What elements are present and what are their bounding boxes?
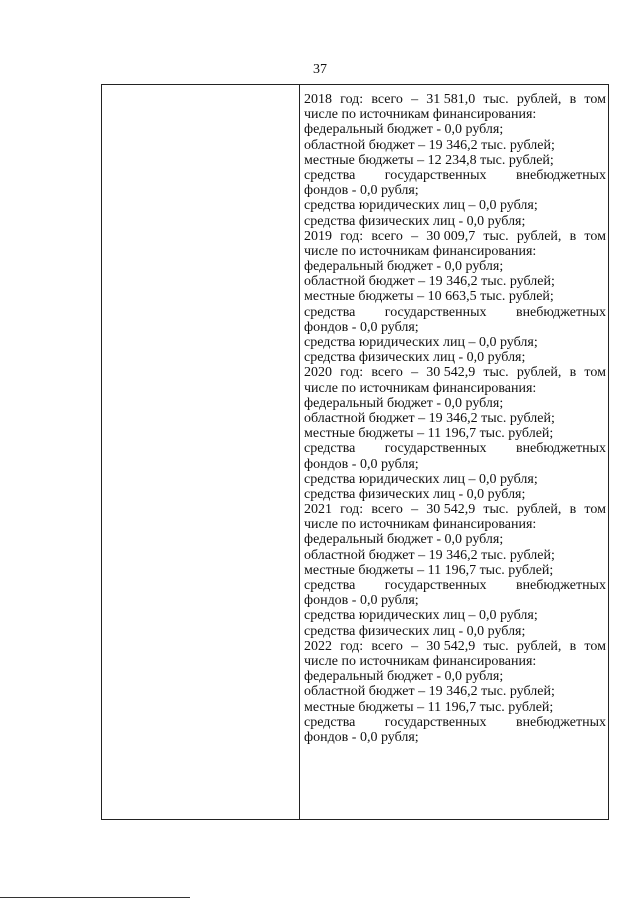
table-left-column: [102, 85, 300, 819]
word: средства: [304, 167, 356, 183]
footnote-separator: [0, 897, 190, 898]
word: рублей,: [516, 92, 562, 107]
state-funds-line: [304, 305, 606, 320]
year-total-line: [304, 229, 606, 244]
word: внебюджетных: [515, 714, 606, 730]
word: –: [411, 228, 419, 244]
word: год:: [340, 638, 364, 654]
local-budget-line: местные бюджеты – 11 196,7 тыс. рублей;: [304, 426, 554, 442]
federal-budget-line: федеральный бюджет - 0,0 рубля;: [304, 122, 504, 138]
word: 2019: [304, 228, 332, 244]
word: государственных: [384, 578, 487, 593]
word: внебюджетных: [515, 578, 606, 593]
word: в: [569, 502, 577, 518]
word: государственных: [384, 714, 487, 730]
year-intro-line: числе по источникам финансирования:: [304, 243, 537, 259]
word: рублей,: [516, 638, 562, 654]
word: 2022: [304, 638, 332, 654]
word: в: [569, 228, 577, 244]
year-total-line: [304, 365, 606, 380]
word: год:: [340, 502, 364, 518]
word: государственных: [384, 167, 487, 183]
word: год:: [340, 228, 364, 244]
local-budget-line: местные бюджеты – 11 196,7 тыс. рублей;: [304, 562, 554, 578]
word: средства: [304, 441, 356, 457]
word: год:: [340, 365, 364, 381]
year-total-line: [304, 92, 606, 107]
word: –: [411, 92, 419, 107]
word: в: [569, 92, 577, 107]
word: том: [584, 365, 606, 381]
word: 30 542,9: [426, 502, 476, 518]
word: тыс.: [483, 92, 509, 107]
state-funds-continuation-line: фондов - 0,0 рубля;: [304, 593, 419, 609]
word: том: [584, 638, 606, 654]
state-funds-continuation-line: фондов - 0,0 рубля;: [304, 319, 419, 335]
word: том: [584, 228, 606, 244]
word: рублей,: [516, 502, 562, 518]
federal-budget-line: федеральный бюджет - 0,0 рубля;: [304, 259, 504, 275]
local-budget-line: местные бюджеты – 12 234,8 тыс. рублей;: [304, 152, 554, 168]
word: 30 542,9: [426, 638, 476, 654]
state-funds-continuation-line: фондов - 0,0 рубля;: [304, 456, 419, 472]
word: тыс.: [483, 228, 509, 244]
word: внебюджетных: [515, 441, 606, 457]
word: средства: [304, 714, 356, 730]
word: всего: [371, 228, 403, 244]
state-funds-line: [304, 715, 606, 730]
word: в: [569, 638, 577, 654]
individuals-line: средства физических лиц - 0,0 рубля;: [304, 350, 526, 366]
individuals-line: средства физических лиц - 0,0 рубля;: [304, 486, 526, 502]
word: всего: [371, 502, 403, 518]
federal-budget-line: федеральный бюджет - 0,0 рубля;: [304, 669, 504, 685]
page-number: 37: [313, 62, 327, 77]
word: тыс.: [483, 365, 509, 381]
word: тыс.: [483, 502, 509, 518]
word: государственных: [384, 304, 487, 320]
word: том: [584, 502, 606, 518]
word: год:: [340, 92, 364, 107]
state-funds-line: [304, 441, 606, 456]
state-funds-line: [304, 168, 606, 183]
word: –: [411, 365, 419, 381]
local-budget-line: местные бюджеты – 10 663,5 тыс. рублей;: [304, 289, 554, 305]
regional-budget-line: областной бюджет – 19 346,2 тыс. рублей;: [304, 547, 555, 563]
word: 2018: [304, 92, 332, 107]
word: 30 009,7: [426, 228, 476, 244]
word: государственных: [384, 441, 487, 457]
word: –: [411, 638, 419, 654]
individuals-line: средства физических лиц - 0,0 рубля;: [304, 623, 526, 639]
word: средства: [304, 578, 356, 593]
word: 2021: [304, 502, 332, 518]
word: всего: [371, 638, 403, 654]
word: рублей,: [516, 228, 562, 244]
word: 2020: [304, 365, 332, 381]
word: всего: [371, 365, 403, 381]
regional-budget-line: областной бюджет – 19 346,2 тыс. рублей;: [304, 274, 555, 290]
table-right-column: [300, 85, 608, 819]
word: средства: [304, 304, 356, 320]
local-budget-line: местные бюджеты – 11 196,7 тыс. рублей;: [304, 699, 554, 715]
word: 30 542,9: [426, 365, 476, 381]
legal-entities-line: средства юридических лиц – 0,0 рубля;: [304, 471, 538, 487]
regional-budget-line: областной бюджет – 19 346,2 тыс. рублей;: [304, 684, 555, 700]
funding-table: [101, 84, 609, 820]
individuals-line: средства физических лиц - 0,0 рубля;: [304, 213, 526, 229]
legal-entities-line: средства юридических лиц – 0,0 рубля;: [304, 608, 538, 624]
year-total-line: [304, 639, 606, 654]
year-total-line: [304, 502, 606, 517]
word: том: [584, 92, 606, 107]
regional-budget-line: областной бюджет – 19 346,2 тыс. рублей;: [304, 410, 555, 426]
year-intro-line: числе по источникам финансирования:: [304, 380, 537, 396]
regional-budget-line: областной бюджет – 19 346,2 тыс. рублей;: [304, 137, 555, 153]
state-funds-continuation-line: фондов - 0,0 рубля;: [304, 183, 419, 199]
word: тыс.: [483, 638, 509, 654]
word: внебюджетных: [515, 304, 606, 320]
state-funds-continuation-line: фондов - 0,0 рубля;: [304, 729, 419, 745]
year-intro-line: числе по источникам финансирования:: [304, 653, 537, 669]
word: всего: [371, 92, 403, 107]
word: –: [411, 502, 419, 518]
year-intro-line: числе по источникам финансирования:: [304, 107, 537, 123]
word: внебюджетных: [515, 167, 606, 183]
word: рублей,: [516, 365, 562, 381]
legal-entities-line: средства юридических лиц – 0,0 рубля;: [304, 335, 538, 350]
federal-budget-line: федеральный бюджет - 0,0 рубля;: [304, 395, 504, 411]
legal-entities-line: средства юридических лиц – 0,0 рубля;: [304, 198, 538, 214]
word: в: [569, 365, 577, 381]
state-funds-line: [304, 578, 606, 593]
year-intro-line: числе по источникам финансирования:: [304, 517, 537, 533]
federal-budget-line: федеральный бюджет - 0,0 рубля;: [304, 532, 504, 548]
word: 31 581,0: [426, 92, 476, 107]
